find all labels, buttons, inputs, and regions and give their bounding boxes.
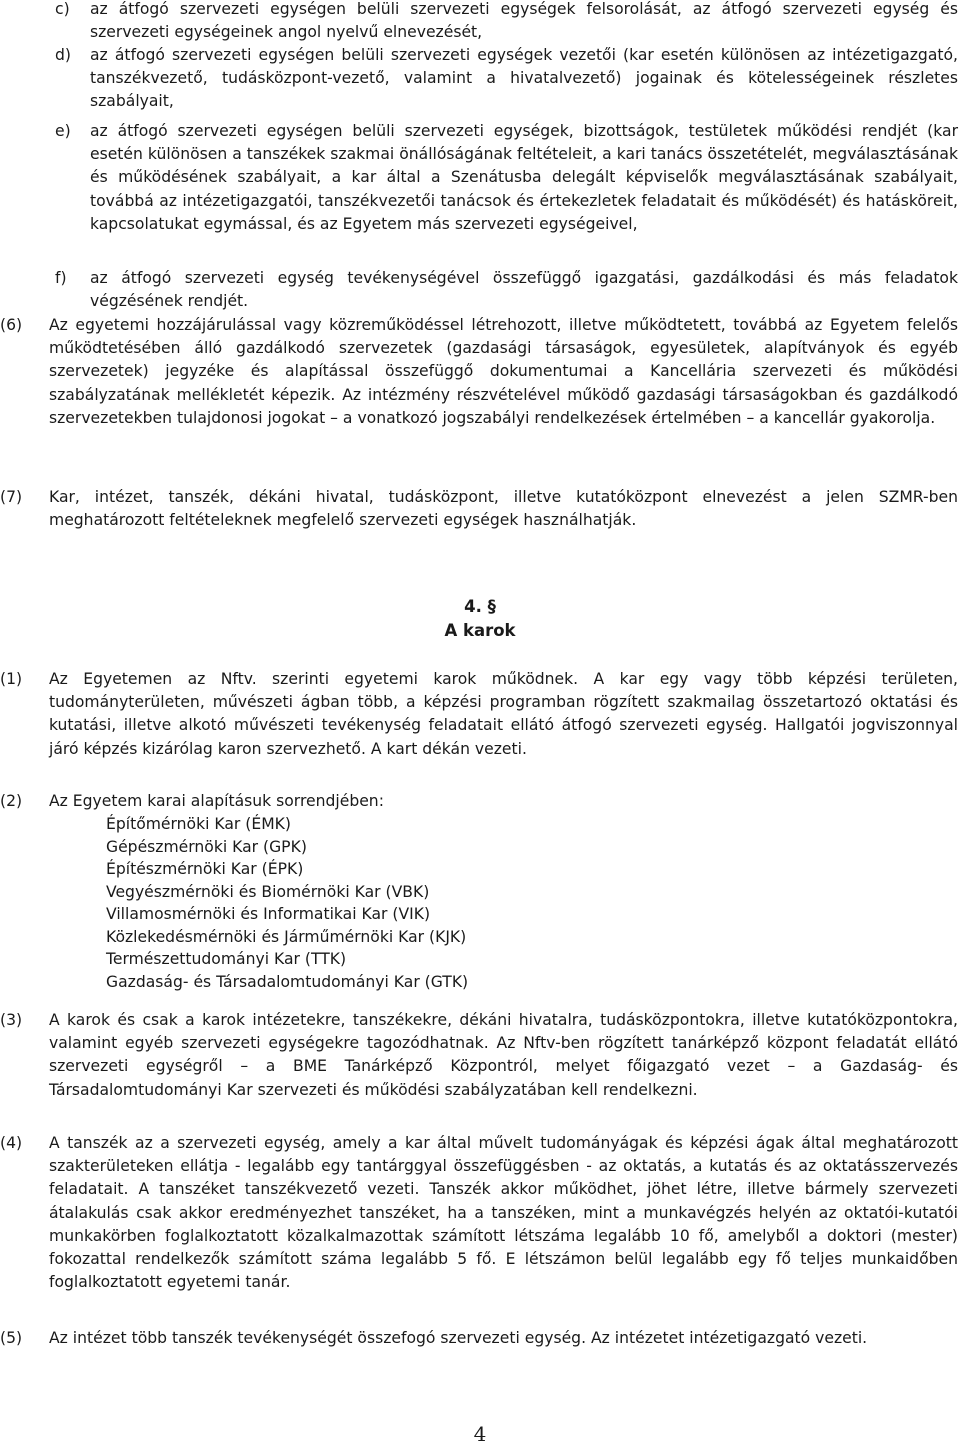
paragraph-4 [0,1132,958,1294]
faculty-item: Természettudományi Kar (TTK) [106,950,347,968]
paragraph-2 [0,790,958,813]
faculty-item: Építőmérnöki Kar (ÉMK) [106,815,291,833]
page-number: 4 [473,1422,487,1446]
item-text: az átfogó szervezeti egységen belüli szervezeti egységek felsorolását, az átfogó szervezeti egység és szervezeti egységeinek angol nyelvű elnevezését, [90,0,958,42]
paragraph-text: Az Egyetem karai alapításuk sorrendjében: [49,792,384,810]
paragraph-marker: (4) [0,1134,23,1152]
paragraph-text: Az Egyetemen az Nftv. szerinti egyetemi karok működnek. A kar egy vagy több képzési területen, tudományterületen, művészeti ágban több, a képzési programban rögzített szakmailag összetartozó oktatási és kutatási, illetve alkotó művészeti tevékenység feladatait ellátó átfogó szervezeti egység. Hallgatói jogviszonnyal járó képzés kizárólag karon szervezhető. A kart dékán vezeti. [49,670,958,758]
faculty-item: Gazdaság- és Társadalomtudományi Kar (GTK) [106,972,469,991]
faculty-item: Építészmérnöki Kar (ÉPK) [106,860,304,878]
item-text: az átfogó szervezeti egységen belüli szervezeti egységek vezetői (kar esetén különösen az intézetigazgató, tanszékvezető, tudásközpont-vezető, valamint a hivatalvezető) jogainak és kötelességeinek részletes szabályait, [90,46,958,111]
faculty-item: Gépészmérnöki Kar (GPK) [106,837,307,856]
list-item-d [55,44,958,114]
item-text: az átfogó szervezeti egységen belüli szervezeti egységek, bizottságok, testületek működési rendjét (kar esetén különösen a tanszékek szakmai önállóságának feltételeit, a kari tanács összetételét, megválasztásának és működésének szabályait, a kar által a Szenátusba delegált képviselők megválasztásának szabályait, továbbá az intézetigazgatói, tanszékvezetői tanácsok és értekezletek feladatait és működését) és hatásköreit, kapcsolatukat egymással, és az Egyetem más szervezeti egységeivel, [90,122,958,233]
item-marker: d) [55,46,71,64]
list-item-c [55,0,958,44]
paragraph-6 [0,314,958,430]
paragraph-text: Kar, intézet, tanszék, dékáni hivatal, tudásközpont, illetve kutatóközpont elnevezést a jelen SZMR-ben meghatározott feltételeknek megfelelő szervezeti egységek használhatják. [49,488,958,530]
paragraph-marker: (6) [0,316,23,334]
list-item-f [55,267,958,313]
paragraph-marker: (3) [0,1011,23,1029]
paragraph-5 [0,1327,958,1350]
faculty-item: Vegyészmérnöki és Biomérnöki Kar (VBK) [106,882,430,901]
faculty-item: Közlekedésmérnöki és Járműmérnöki Kar (KJK) [106,927,467,946]
section-number: 4. § [464,597,496,616]
item-text: az átfogó szervezeti egység tevékenységével összefüggő igazgatási, gazdálkodási és más feladatok végzésének rendjét. [90,269,958,311]
faculty-list [106,813,468,993]
paragraph-marker: (1) [0,670,23,688]
paragraph-1 [0,668,958,761]
item-marker: f) [55,269,67,287]
section-title: A karok [444,621,516,640]
paragraph-marker: (2) [0,792,23,810]
paragraph-text: A tanszék az a szervezeti egység, amely a kar által művelt tudományágak és képzési ágak által meghatározott szakterületeken ellátja - legalább egy tantárggyal összefüggésben - az oktatás, a kutatás és az oktatásszervezés feladatait. A tanszéket tanszékvezető vezeti. Tanszék akkor működhet, jöhet létre, illetve bármely szervezeti átalakulás csak akkor eredményezhet tanszéket, ha a tanszéken, mint a munkavégzés helyén az oktatói-kutatói munkakörben foglalkoztatott közalkalmazottak számított létszáma legalább 10 fő, amelyből a doktori (mester) fokozattal rendelkezők számított száma legalább 5 fő. E létszámon belül legalább egy fő teljes munkaidőben foglalkoztatott egyetemi tanár. [49,1134,958,1292]
paragraph-text: A karok és csak a karok intézetekre, tanszékekre, dékáni hivatalra, tudásközpontokra, illetve kutatóközpontokra, valamint egyéb szervezeti egységekre tagozódhatnak. Az Nftv-ben rögzített tanárképző központ feladatát ellátó szervezeti egységről – a BME Tanárképző Központról, melyet főigazgató vezet – a Gazdaság- és Társadalomtudományi Kar szervezeti és működési szabályzatában kell rendelkezni. [49,1011,958,1099]
paragraph-7 [0,486,958,532]
list-item-e [55,120,958,236]
item-marker: e) [55,122,71,140]
paragraph-marker: (5) [0,1329,23,1347]
item-marker: c) [55,0,70,18]
paragraph-text: Az egyetemi hozzájárulással vagy közreműködéssel létrehozott, illetve működtetett, továbbá az Egyetem felelős működtetésében álló gazdálkodó szervezetek (gazdasági társaságok, egyesületek, alapítványok és egyéb szervezetek) jegyzéke és alapítással összefüggő dokumentumai a Kancellária szervezeti és működési szabályzatának mellékletét képezik. Az intézmény részvételével működő gazdasági társaságokban és gazdálkodó szervezetekben tulajdonosi jogokat – a vonatkozó jogszabályi rendelkezések értelmében – a kancellár gyakorolja. [49,316,958,427]
faculty-item: Villamosmérnöki és Informatikai Kar (VIK) [106,905,431,923]
paragraph-text: Az intézet több tanszék tevékenységét összefogó szervezeti egység. Az intézetet intézetigazgató vezeti. [49,1329,868,1347]
paragraph-3 [0,1009,958,1102]
paragraph-marker: (7) [0,488,23,506]
